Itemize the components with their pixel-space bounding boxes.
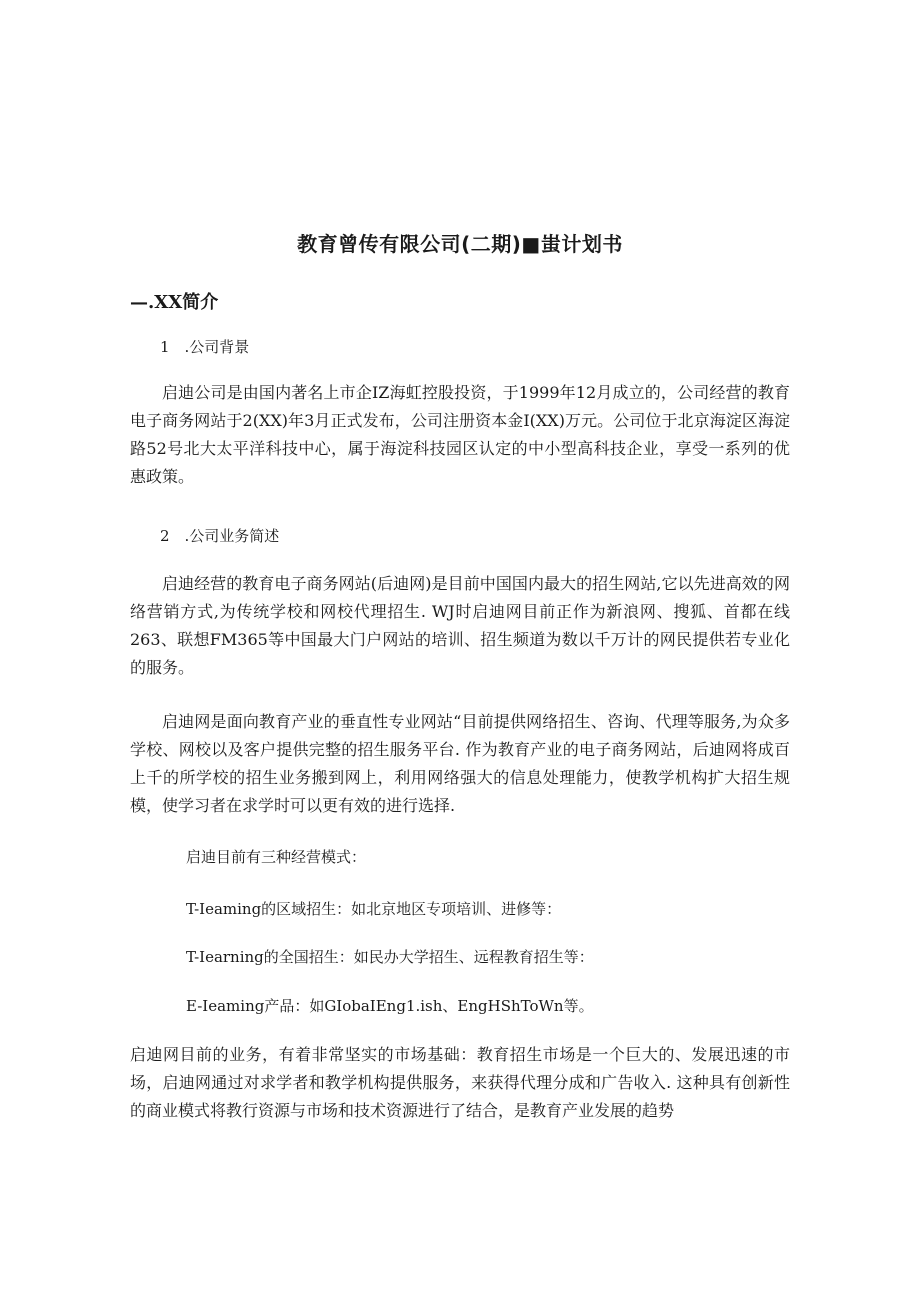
subsection-heading-background: 1 .公司背景 [160,338,250,356]
paragraph-company-background: 启迪公司是由国内著名上市企IZ海虹控股投资，于1999年12月成立的，公司经营的教育电子商务网站于2(XX)年3月正式发布，公司注册资本金I(XX)万元。公司位于北京海淀区海淀路52号北大太平洋科技中心，属于海淀科技园区认定的中小型高科技企业，享受一系列的优惠政策。 [130,383,790,486]
paragraph-market-foundation: 启迪网目前的业务，有着非常坚实的市场基础：教育招生市场是一个巨大的、发展迅速的市场，启迪网通过对求学者和教学机构提供服务，来获得代理分成和广告收入. 这种具有创新性的商业模式将教行资源与市场和技术资源进行了结合，是教育产业发展的趋势 [130,1045,790,1120]
section-heading: —.XX简介 [130,292,219,313]
business-mode-item: T-Ieaming的区域招生：如北京地区专项培训、进修等： [186,900,562,918]
document-title: 教育曾传有限公司(二期)■蚩计划书 [297,232,623,256]
paragraph-business-overview: 启迪经营的教育电子商务网站(后迪网)是目前中国国内最大的招生网站,它以先进高效的网络营销方式,为传统学校和网校代理招生. WJ时启迪网目前正作为新浪网、搜狐、首都在线263、联想FM365等中国最大门户网站的培训、招生频道为数以千万计的网民提供若专业化的服务。 [130,574,790,677]
subsection-heading-business: 2 .公司业务简述 [160,527,280,545]
business-mode-item: E-Ieaming产品：如GIobaIEng1.ish、EngHShToWn等。 [186,997,594,1015]
paragraph-vertical-site: 启迪网是面向教育产业的垂直性专业网站“目前提供网络招生、咨询、代理等服务,为众多学校、网校以及客户提供完整的招生服务平台. 作为教育产业的电子商务网站，后迪网将成百上千的所学校的招生业务搬到网上，利用网络强大的信息处理能力，使教学机构扩大招生规模，使学习者在求学时可以更有效的进行选择. [130,712,790,815]
business-mode-item: T-Iearning的全国招生：如民办大学招生、远程教育招生等： [186,948,594,966]
business-modes-intro: 启迪目前有三种经营模式： [186,848,367,866]
